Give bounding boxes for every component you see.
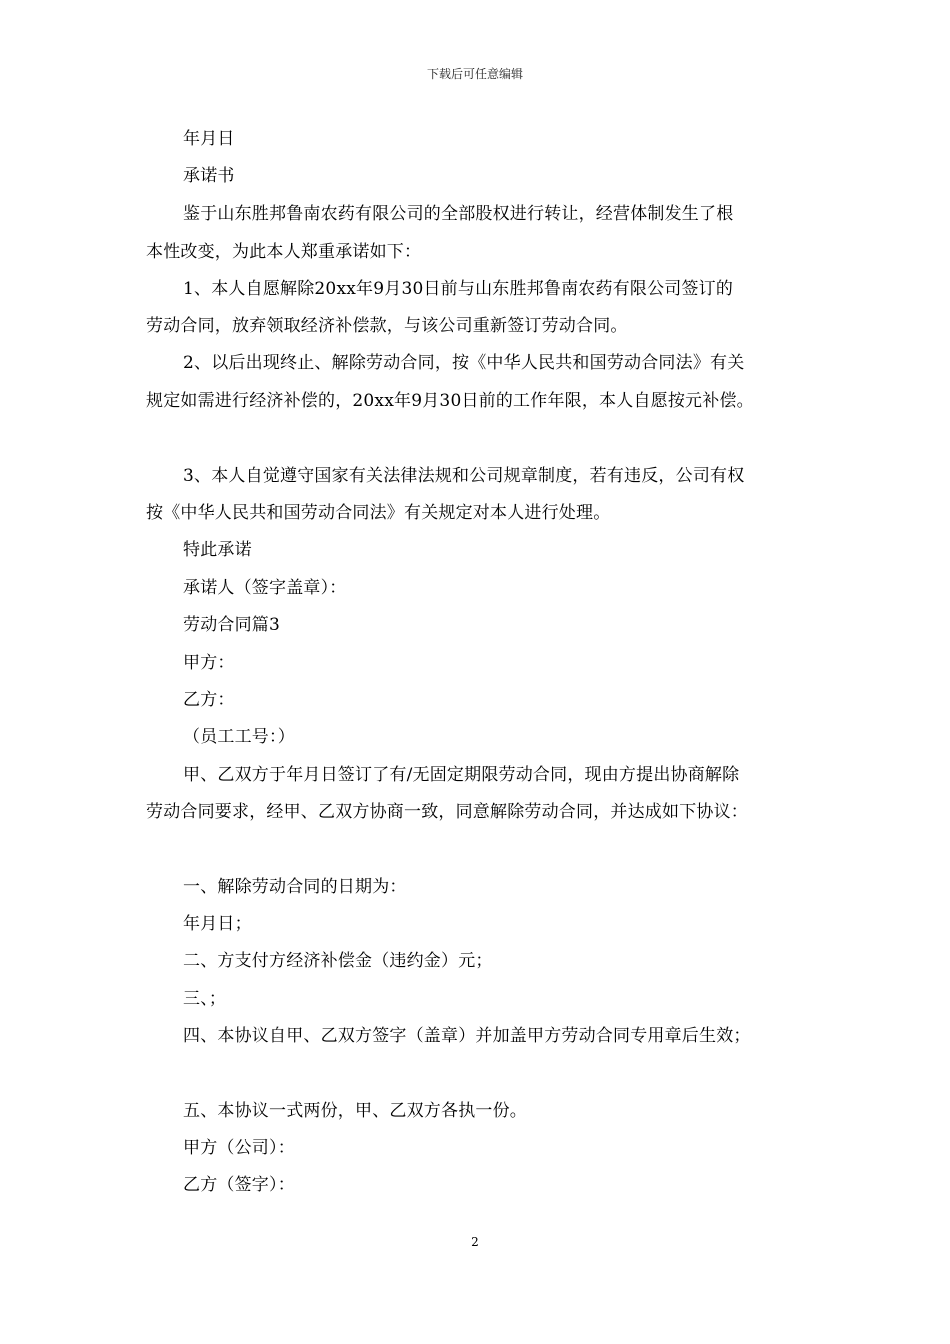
text-line-closing: 特此承诺 (183, 540, 252, 560)
text-line-clause: 五、本协议一式两份，甲、乙双方各执一份。 (183, 1101, 527, 1121)
text-line-paragraph: 规定如需进行经济补偿的，20xx年9月30日前的工作年限，本人自愿按元补偿。 (146, 391, 754, 411)
text-line-paragraph: 劳动合同，放弃领取经济补偿款，与该公司重新签订劳动合同。 (146, 316, 628, 336)
text-line-paragraph: 甲、乙双方于年月日签订了有/无固定期限劳动合同，现由方提出协商解除 (183, 765, 740, 785)
text-line-party-b: 乙方： (183, 690, 235, 710)
text-line-clause: 一、解除劳动合同的日期为： (183, 877, 407, 897)
text-line-clause: 年月日； (183, 914, 252, 934)
text-line-paragraph: 鉴于山东胜邦鲁南农药有限公司的全部股权进行转让，经营体制发生了根 (183, 204, 734, 224)
text-line-section-title: 劳动合同篇3 (183, 615, 281, 635)
text-line-paragraph: 1、本人自愿解除20xx年9月30日前与山东胜邦鲁南农药有限公司签订的 (183, 279, 734, 299)
text-line-clause: 三、； (183, 989, 227, 1009)
text-line-signature-employee: 乙方（签字）： (183, 1175, 295, 1195)
text-line-paragraph: 3、本人自觉遵守国家有关法律法规和公司规章制度，若有违反，公司有权 (183, 466, 745, 486)
text-line-employee-id: （员工工号：） (183, 727, 295, 747)
text-line-signature-label: 承诺人（签字盖章）： (183, 578, 347, 598)
text-line-party-a: 甲方： (183, 653, 235, 673)
text-line-paragraph: 按《中华人民共和国劳动合同法》有关规定对本人进行处理。 (146, 503, 611, 523)
text-line-signature-company: 甲方（公司）： (183, 1138, 295, 1158)
text-line-paragraph: 2、以后出现终止、解除劳动合同，按《中华人民共和国劳动合同法》有关 (183, 353, 745, 373)
text-line-title-pledge: 承诺书 (183, 166, 235, 186)
text-line-paragraph: 本性改变，为此本人郑重承诺如下： (146, 242, 422, 262)
page-number: 2 (471, 1235, 479, 1249)
text-line-clause: 四、本协议自甲、乙双方签字（盖章）并加盖甲方劳动合同专用章后生效； (183, 1026, 751, 1046)
text-line-paragraph: 劳动合同要求，经甲、乙双方协商一致，同意解除劳动合同，并达成如下协议： (146, 802, 748, 822)
text-line-clause: 二、方支付方经济补偿金（违约金）元； (183, 951, 493, 971)
text-line-date: 年月日 (183, 129, 235, 149)
page-header: 下载后可任意编辑 (426, 67, 523, 81)
